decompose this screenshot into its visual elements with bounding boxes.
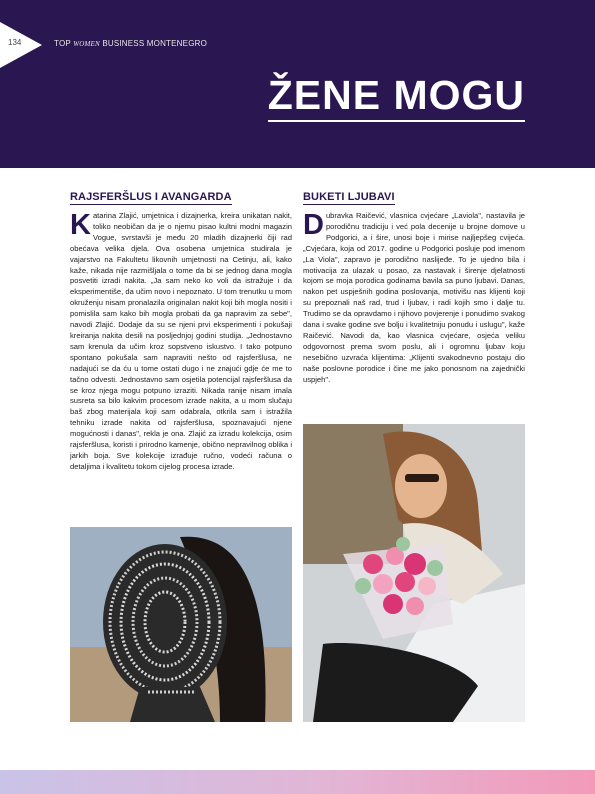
left-article-text: atarina Zlajić, umjetnica i dizajnerka, kreira unikatan nakit, toliko neobičan da je o njemu pisao kultni modni magazin Vogue, svrstavši je među 20 mladih dizajnerki čiji rad obećava velika djela. Ova osobena umjetnica studirala je vajarstvo na Fakultetu likovnih umjetnosti na Cetinju, ali, kako kaže, nikada nije razmišljala o tome da bi se jednog dana mogla posvetiti izradi nakita. „Ja sam neko ko voli da istražuje i da eksperimentiše, da učim novo i nepoznato. U tom trenutku u mom okruženju nisam pronalazila originalan nakit koji bih mogla nositi i pomislila sam kako bih mogla probati da ga napravim za sebe", navodi Zlajić. Dodaje da su se njeni prvi eksperimenti i pokušaji kreiranja nakita desili na posljednjoj godini studija. „Jednostavno sam krenula da učim kroz sopstveno iskustvo. I tako potpuno spontano pokušala sam napraviti nešto od rajsferšlusa, ne nadajući se da ću u tome ostati dugo i ne znajući gdje će me to tačno odvesti. Jednostavno sam osjetila potencijal rajsferšlusa da se kroz njega mogu potpuno izraziti. Nikada ranije nisam imala susreta sa bilo kakvim procesom izrade nakita, a u mom slučaju baš zbog materijala koji sam odabrala, otkrila sam i istražila tehniku izrade nakita od rajsferšlusa, spoznavajući njene mogućnosti i danas", rekla je ona. Zlajić za izradu kolekcija, osim rajsferšlusa, koristi i prirodno kamenje, obično nepravilnog oblika i jarkih boja. Sve kolekcije izrađuje ručno, vodeći računa o detaljima i kvalitetu tokom cijelog procesa izrade. — [70, 211, 292, 471]
page-title: ŽENE MOGU — [268, 72, 525, 122]
page-header — [0, 0, 595, 168]
left-article-heading-text: RAJSFERŠLUS I AVANGARDA — [70, 191, 232, 203]
right-article-body — [303, 211, 525, 386]
right-article-text: ubravka Raičević, vlasnica cvjećare „Laviola", nastavila je porodičnu tradiciju i već pola decenije u brojne domove u Podgorici, a i šire, unosi boje i mirise najljepšeg cvijeća. „Cvjećara, koja od 2017. godine u Podgorici posluje pod imenom „La Viola", zapravo je porodično naslijeđe. To je ujedno bila i motivacija za ulazak u posao, za nastavak i širenje djelatnosti kojom se moja porodica godinama bavila sa puno ljubavi. Danas, nakon pet uspješnih godina poslovanja, motivišu nas klijenti koji su prepoznali naš rad, trud i ljubav, i radi kojih smo i dalje tu. Trudimo se da opravdamo i njihovo povjerenje i ponudimo svakog dana i svake godine sve bolju i kvalitetniju ponudu i uslugu", kaže Raičević. Navodi da, kao vlasnica cvjećare, osjeća veliku odgovornost prema svom poslu, ali i ogromnu ljubav koju nesebično uzvraća klijentima: „Klijenti svakodnevno postaju dio naše poslovne porodice i čine me jako ponosnom na zajednički uspjeh". — [303, 211, 525, 384]
bouquet-photo — [303, 424, 525, 722]
right-article-dropcap: D — [303, 209, 324, 241]
publication-title-women: WOMEN — [73, 40, 100, 48]
zipper-mask-photo — [70, 527, 292, 722]
publication-title-top: TOP — [54, 39, 71, 48]
publication-title — [54, 39, 207, 48]
right-article-heading-text: BUKETI LJUBAVI — [303, 191, 395, 203]
left-article — [70, 191, 292, 473]
right-article — [303, 191, 525, 386]
left-article-heading — [70, 191, 292, 203]
left-article-body — [70, 211, 292, 473]
page-number: 134 — [8, 38, 22, 47]
right-article-heading — [303, 191, 525, 203]
left-article-dropcap: K — [70, 209, 91, 241]
publication-title-rest: BUSINESS MONTENEGRO — [102, 39, 208, 48]
footer-gradient-bar — [0, 770, 595, 794]
